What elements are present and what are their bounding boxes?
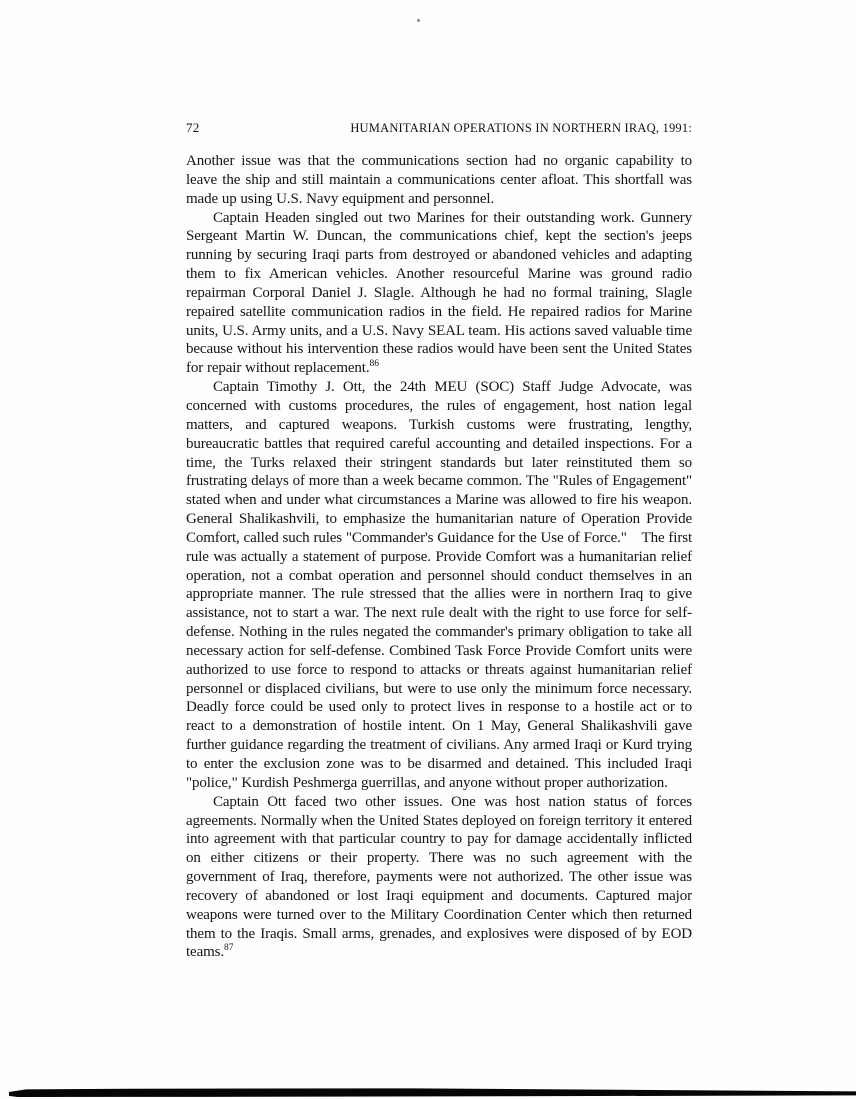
paragraph-text: Captain Ott faced two other issues. One was host nation status of forces agreements. Normally when the United States deployed on foreign territory it entered into agreement with that particular country to pay for damage accidentally inflicted on either citizens or their property. There was no such agreement with the government of Iraq, therefore, payments were not authorized. The other issue was recovery of abandoned or lost Iraqi equipment and documents. Captured major weapons were turned over to the Military Coordination Center which then returned them to the Iraqis. Small arms, grenades, and explosives were disposed of by EOD teams.: [186, 793, 692, 961]
body-paragraph: [186, 152, 692, 209]
scan-speck: [417, 19, 420, 22]
body-text: [186, 152, 692, 962]
paragraph-text: Captain Headen singled out two Marines for their outstanding work. Gunnery Sergeant Martin W. Duncan, the communications chief, kept the section's jeeps running by securing Iraqi parts from destroyed or abandoned vehicles and adapting them to fix American vehicles. Another resourceful Marine was ground radio repairman Corporal Daniel J. Slagle. Although he had no formal training, Slagle repaired satellite communication radios in the field. He repaired radios for Marine units, U.S. Army units, and a U.S. Navy SEAL team. His actions saved valuable time because without his intervention these radios would have been sent the United States for repair without replacement.: [186, 209, 692, 377]
body-paragraph: [186, 793, 692, 963]
scan-artifact-bar: [9, 1088, 856, 1097]
page-number: 72: [186, 120, 200, 135]
body-paragraph: [186, 209, 692, 379]
paragraph-text: Another issue was that the communications section had no organic capability to leave the ship and still maintain a communications center afloat. This shortfall was made up using U.S. Navy equipment and personnel.: [186, 153, 692, 207]
running-header-title: HUMANITARIAN OPERATIONS IN NORTHERN IRAQ, 1991:: [350, 121, 692, 135]
footnote-reference: 87: [224, 943, 234, 954]
body-paragraph: [186, 378, 692, 793]
page-header: [186, 120, 692, 136]
footnote-reference: 86: [369, 359, 379, 370]
paragraph-text: Captain Timothy J. Ott, the 24th MEU (SOC) Staff Judge Advocate, was concerned with customs procedures, the rules of engagement, host nation legal matters, and captured weapons. Turkish customs were frustrating, lengthy, bureaucratic battles that required careful accounting and detailed inspections. For a time, the Turks relaxed their stringent standards but later reinstituted them so frustrating delays of more than a week became common. The "Rules of Engagement" stated when and under what circumstances a Marine was allowed to fire his weapon. General Shalikashvili, to emphasize the humanitarian nature of Operation Provide Comfort, called such rules "Commander's Guidance for the Use of Force." The first rule was actually a statement of purpose. Provide Comfort was a humanitarian relief operation, not a combat operation and personnel should conduct themselves in an appropriate manner. The rule stressed that the allies were in northern Iraq to give assistance, not to start a war. The next rule dealt with the right to use force for self-defense. Nothing in the rules negated the commander's primary obligation to take all necessary action for self-defense. Combined Task Force Provide Comfort units were authorized to use force to respond to attacks or threats against humanitarian relief personnel or displaced civilians, but were to use only the minimum force necessary. Deadly force could be used only to protect lives in response to a hostile act or to react to a demonstration of hostile intent. On 1 May, General Shalikashvili gave further guidance regarding the treatment of civilians. Any armed Iraqi or Kurd trying to enter the exclusion zone was to be disarmed and detained. This included Iraqi "police," Kurdish Peshmerga guerrillas, and anyone without proper authorization.: [186, 379, 692, 791]
